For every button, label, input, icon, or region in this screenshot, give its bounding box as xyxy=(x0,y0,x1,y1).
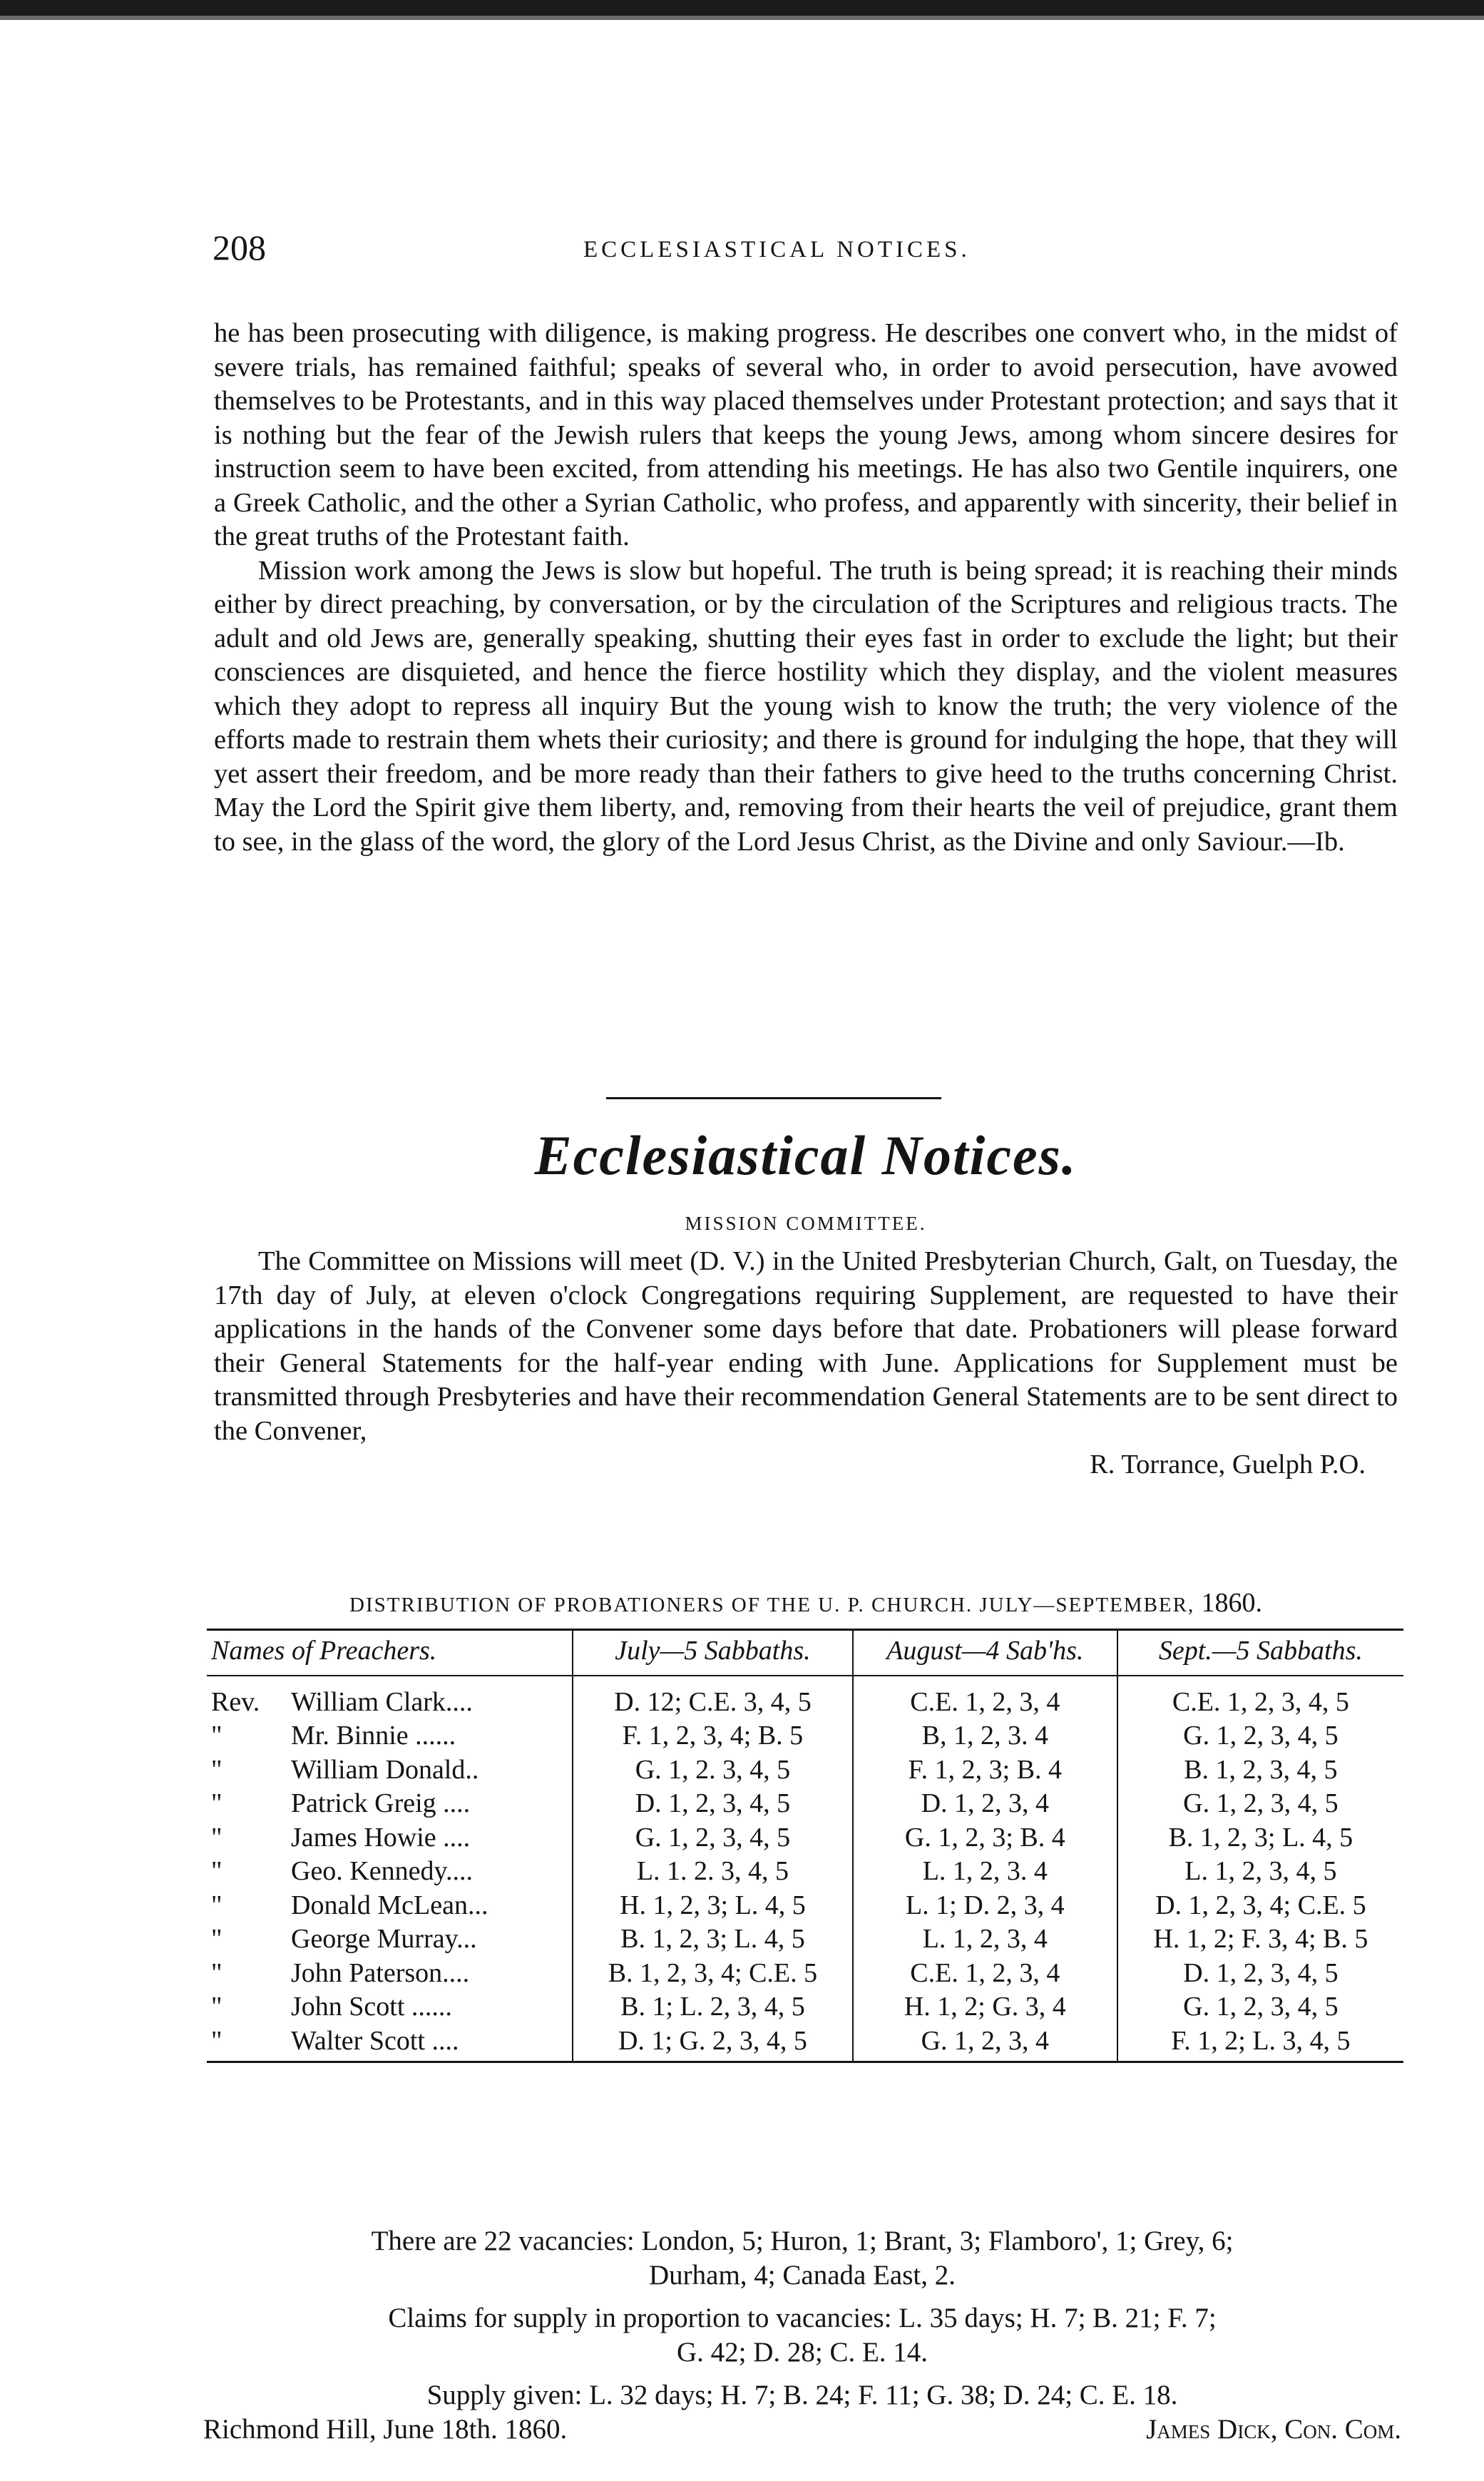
table-row xyxy=(207,1855,1403,1889)
sept-cell: G. 1, 2, 3, 4, 5 xyxy=(1117,1990,1403,2024)
july-cell: G. 1, 2, 3, 4, 5 xyxy=(573,1820,853,1855)
july-cell: L. 1. 2. 3, 4, 5 xyxy=(573,1855,853,1889)
preacher-name: Walter Scott .... xyxy=(291,2025,459,2056)
preacher-name-cell xyxy=(207,2024,573,2062)
august-cell: H. 1, 2; G. 3, 4 xyxy=(853,1990,1117,2024)
sept-cell: D. 1, 2, 3, 4, 5 xyxy=(1117,1956,1403,1990)
august-cell: D. 1, 2, 3, 4 xyxy=(853,1787,1117,1821)
sept-cell: B. 1, 2, 3; L. 4, 5 xyxy=(1117,1820,1403,1855)
preacher-name: Patrick Greig .... xyxy=(291,1788,471,1819)
closing-signature: James Dick, Con. Com. xyxy=(1146,2414,1401,2445)
distribution-year: 1860. xyxy=(1201,1588,1262,1618)
closing-line xyxy=(203,2413,1401,2447)
table-row xyxy=(207,1990,1403,2024)
table-row xyxy=(207,1956,1403,1990)
july-cell: D. 12; C.E. 3, 4, 5 xyxy=(573,1676,853,1719)
august-cell: G. 1, 2, 3, 4 xyxy=(853,2024,1117,2062)
name-prefix: " xyxy=(211,1890,222,1920)
name-prefix: " xyxy=(211,1992,222,2022)
column-header-names: Names of Preachers. xyxy=(207,1630,573,1676)
sept-cell: H. 1, 2; F. 3, 4; B. 5 xyxy=(1117,1922,1403,1957)
preacher-name: Mr. Binnie ...... xyxy=(291,1721,456,1751)
place-date: Richmond Hill, June 18th. 1860. xyxy=(203,2414,568,2445)
name-prefix: " xyxy=(211,1822,222,1853)
article-paragraph-2: Mission work among the Jews is slow but hopeful. The truth is being spread; it is reaching their minds either by direct preaching, by conversation, or by the circulation of the Scriptures and religious tracts. The adult and old Jews are, generally speaking, shutting their eyes fast in order to exclude the light; but their consciences are disquieted, and hence the fierce hostility which they display, and the violent measures which they adopt to repress all inquiry But the young wish to know the truth; the very violence of the efforts made to restrain them whets their curiosity; and there is ground for indulging the hope, that they will yet assert their freedom, and be more ready than their fathers to give heed to the truths concerning Christ. May the Lord the Spirit give them liberty, and, removing from their hearts the veil of prejudice, grant them to see, in the glass of the word, the glory of the Lord Jesus Christ, as the Divine and only Saviour.—Ib. xyxy=(214,555,1398,857)
page-number: 208 xyxy=(213,228,266,268)
august-cell: L. 1; D. 2, 3, 4 xyxy=(853,1888,1117,1922)
july-cell: F. 1, 2, 3, 4; B. 5 xyxy=(573,1719,853,1753)
preacher-name-cell xyxy=(207,1676,573,1719)
preacher-name: James Howie .... xyxy=(291,1822,471,1853)
section-divider xyxy=(606,1097,941,1099)
preacher-name-cell xyxy=(207,1719,573,1753)
table-row xyxy=(207,1753,1403,1787)
name-prefix: " xyxy=(211,1957,222,1988)
sept-cell: C.E. 1, 2, 3, 4, 5 xyxy=(1117,1676,1403,1719)
preacher-name: William Clark.... xyxy=(291,1686,473,1717)
name-prefix: Rev. xyxy=(211,1686,260,1717)
august-cell: G. 1, 2, 3; B. 4 xyxy=(853,1820,1117,1855)
preacher-name-cell xyxy=(207,1888,573,1922)
vacancies-line-2: Durham, 4; Canada East, 2. xyxy=(649,2260,956,2291)
sept-cell: D. 1, 2, 3, 4; C.E. 5 xyxy=(1117,1888,1403,1922)
distribution-title-text: DISTRIBUTION OF PROBATIONERS OF THE U. P. CHURCH. JULY—SEPTEMBER, xyxy=(349,1594,1195,1616)
sept-cell: B. 1, 2, 3, 4, 5 xyxy=(1117,1753,1403,1787)
distribution-table xyxy=(207,1629,1403,2063)
name-prefix: " xyxy=(211,1924,222,1955)
table-row xyxy=(207,1719,1403,1753)
august-cell: B, 1, 2, 3. 4 xyxy=(853,1719,1117,1753)
table-header-row xyxy=(207,1630,1403,1676)
table-row xyxy=(207,1888,1403,1922)
table-row xyxy=(207,2024,1403,2062)
name-prefix: " xyxy=(211,1856,222,1887)
notice-signature: R. Torrance, Guelph P.O. xyxy=(1090,1450,1366,1479)
table-row xyxy=(207,1676,1403,1719)
preacher-name: George Murray... xyxy=(291,1924,477,1955)
sept-cell: G. 1, 2, 3, 4, 5 xyxy=(1117,1787,1403,1821)
preacher-name: Geo. Kennedy.... xyxy=(291,1856,474,1887)
july-cell: B. 1; L. 2, 3, 4, 5 xyxy=(573,1990,853,2024)
july-cell: G. 1, 2. 3, 4, 5 xyxy=(573,1753,853,1787)
preacher-name: Donald McLean... xyxy=(291,1890,488,1920)
preacher-name-cell xyxy=(207,1820,573,1855)
july-cell: D. 1; G. 2, 3, 4, 5 xyxy=(573,2024,853,2062)
name-prefix: " xyxy=(211,1754,222,1785)
column-header-august: August—4 Sab'hs. xyxy=(853,1630,1117,1676)
august-cell: L. 1, 2, 3, 4 xyxy=(853,1922,1117,1957)
page-header xyxy=(213,227,1386,270)
scan-border-shadow xyxy=(0,16,1484,20)
august-cell: C.E. 1, 2, 3, 4 xyxy=(853,1956,1117,1990)
july-cell: B. 1, 2, 3; L. 4, 5 xyxy=(573,1922,853,1957)
column-header-sept: Sept.—5 Sabbaths. xyxy=(1117,1630,1403,1676)
claims-line-2: G. 42; D. 28; C. E. 14. xyxy=(676,2337,928,2368)
preacher-name-cell xyxy=(207,1787,573,1821)
july-cell: H. 1, 2, 3; L. 4, 5 xyxy=(573,1888,853,1922)
table-row xyxy=(207,1820,1403,1855)
august-cell: L. 1, 2, 3. 4 xyxy=(853,1855,1117,1889)
sept-cell: G. 1, 2, 3, 4, 5 xyxy=(1117,1719,1403,1753)
preacher-name-cell xyxy=(207,1990,573,2024)
table-row xyxy=(207,1787,1403,1821)
notice-body: The Committee on Missions will meet (D. V.) in the United Presbyterian Church, Galt, on Tuesday, the 17th day of July, at eleven o'clock Congregations requiring Supplement, are requested to have their applications in the hands of the Convener some days before that date. Probationers will please forward their General Statements for the half-year ending with June. Applications for Supplement must be transmitted through Presbyteries and have their recommendation General Statements are to be sent direct to the Convener, xyxy=(214,1246,1398,1446)
vacancies-line-1: There are 22 vacancies: London, 5; Huron, 1; Brant, 3; Flamboro', 1; Grey, 6; xyxy=(371,2226,1234,2256)
column-header-july: July—5 Sabbaths. xyxy=(573,1630,853,1676)
july-cell: B. 1, 2, 3, 4; C.E. 5 xyxy=(573,1956,853,1990)
sept-cell: L. 1, 2, 3, 4, 5 xyxy=(1117,1855,1403,1889)
table-row xyxy=(207,1922,1403,1957)
sept-cell: F. 1, 2; L. 3, 4, 5 xyxy=(1117,2024,1403,2062)
preacher-name: John Paterson.... xyxy=(291,1957,470,1988)
claims-line-1: Claims for supply in proportion to vacancies: L. 35 days; H. 7; B. 21; F. 7; xyxy=(388,2303,1217,2333)
preacher-name-cell xyxy=(207,1753,573,1787)
august-cell: C.E. 1, 2, 3, 4 xyxy=(853,1676,1117,1719)
preacher-name: John Scott ...... xyxy=(291,1992,452,2022)
supply-summary xyxy=(203,2224,1401,2447)
article-paragraph-1: he has been prosecuting with diligence, is making progress. He describes one convert who, in the midst of severe trials, has remained faithful; speaks of several who, in order to avoid persecution, have avowed themselves to be Protestants, and in this way placed themselves under Protestant protection; and says that it is nothing but the fear of the Jewish rulers that keeps the young Jews, among whom sincere desires for instruction seem to have been excited, from attending his meetings. He has also two Gentile inquirers, one a Greek Catholic, and the other a Syrian Catholic, who profess, and apparently with sincerity, their belief in the great truths of the Protestant faith. xyxy=(214,318,1398,551)
distribution-title xyxy=(214,1587,1398,1619)
preacher-name: William Donald.. xyxy=(291,1754,479,1785)
july-cell: D. 1, 2, 3, 4, 5 xyxy=(573,1787,853,1821)
mission-committee-notice xyxy=(214,1245,1398,1482)
name-prefix: " xyxy=(211,1721,222,1751)
running-head: ECCLESIASTICAL NOTICES. xyxy=(583,237,971,263)
august-cell: F. 1, 2, 3; B. 4 xyxy=(853,1753,1117,1787)
preacher-name-cell xyxy=(207,1855,573,1889)
preacher-name-cell xyxy=(207,1922,573,1957)
preacher-name-cell xyxy=(207,1956,573,1990)
scan-border-top xyxy=(0,0,1484,16)
article-continuation xyxy=(214,317,1398,859)
section-title: Ecclesiastical Notices. xyxy=(534,1124,1078,1186)
name-prefix: " xyxy=(211,1788,222,1819)
supply-given-line: Supply given: L. 32 days; H. 7; B. 24; F. 11; G. 38; D. 24; C. E. 18. xyxy=(426,2380,1178,2410)
name-prefix: " xyxy=(211,2025,222,2056)
notice-subheading: MISSION COMMITTEE. xyxy=(685,1213,927,1234)
